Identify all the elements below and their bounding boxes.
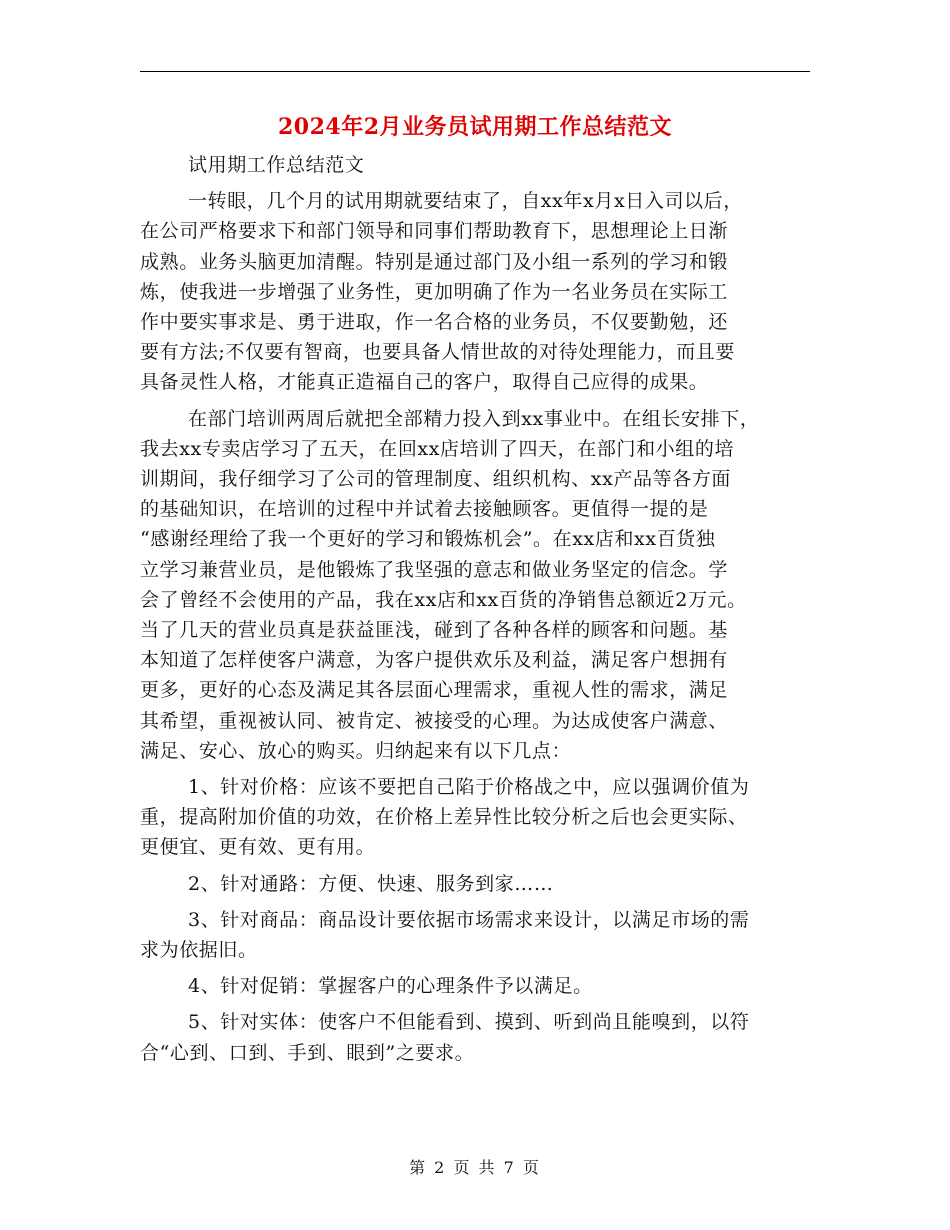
text-line: 立学习兼营业员，是他锻炼了我坚强的意志和做业务坚定的信念。学	[140, 558, 729, 581]
text-line: 1、针对价格：应该不要把自己陷于价格战之中，应以强调价值为	[188, 776, 750, 799]
paragraph-intro	[140, 186, 830, 397]
text-line: 满足、安心、放心的购买。归纳起来有以下几点：	[140, 739, 572, 762]
text-line: 在公司严格要求下和部门领导和同事们帮助教育下，思想理论上日渐	[140, 220, 729, 243]
paragraph-training	[140, 404, 830, 766]
text-line: 会了曾经不会使用的产品，我在xx店和xx百货的净销售总额近2万元。	[140, 588, 747, 611]
text-line: 要有方法;不仅要有智商，也要具备人情世故的对待处理能力，而且要	[140, 341, 736, 364]
text-line: 其希望，重视被认同、被肯定、被接受的心理。为达成使客户满意、	[140, 709, 729, 732]
paragraph-point-promotion	[140, 971, 830, 1001]
text-line: 合“心到、口到、手到、眼到”之要求。	[140, 1041, 475, 1064]
paragraph-point-channel	[140, 869, 830, 899]
text-line: 更便宜、更有效、更有用。	[140, 836, 376, 859]
text-line: 在部门培训两周后就把全部精力投入到xx事业中。在组长安排下，	[188, 407, 760, 430]
text-line: 3、针对商品：商品设计要依据市场需求来设计，以满足市场的需	[188, 908, 750, 931]
header-rule	[140, 71, 810, 72]
paragraph-point-price	[140, 772, 830, 863]
paragraph-point-entity	[140, 1007, 830, 1067]
text-line: 更多，更好的心态及满足其各层面心理需求，重视人性的需求，满足	[140, 679, 729, 702]
text-line: 一转眼，几个月的试用期就要结束了，自xx年x月x日入司以后，	[188, 190, 743, 213]
text-line: 重，提高附加价值的功效，在价格上差异性比较分析之后也会更实际、	[140, 806, 748, 829]
text-line: 4、针对促销：掌握客户的心理条件予以满足。	[188, 975, 593, 998]
text-line: 5、针对实体：使客户不但能看到、摸到、听到尚且能嗅到，以符	[188, 1011, 750, 1034]
text-line: 作中要实事求是、勇于进取，作一名合格的业务员，不仅要勤勉，还	[140, 311, 729, 334]
text-line: 成熟。业务头脑更加清醒。特别是通过部门及小组一系列的学习和锻	[140, 250, 729, 273]
text-line: “感谢经理给了我一个更好的学习和锻炼机会”。在xx店和xx百货独	[140, 528, 716, 551]
text-line: 本知道了怎样使客户满意，为客户提供欢乐及利益，满足客户想拥有	[140, 649, 729, 672]
paragraph-subtitle	[140, 150, 830, 180]
text-line: 训期间，我仔细学习了公司的管理制度、组织机构、xx产品等各方面	[140, 468, 732, 491]
text-line: 的基础知识，在培训的过程中并试着去接触顾客。更值得一提的是	[140, 498, 709, 521]
text-line: 具备灵性人格，才能真正造福自己的客户，取得自己应得的成果。	[140, 371, 709, 394]
paragraph-point-product	[140, 905, 830, 965]
page-number: 第 2 页 共 7 页	[409, 1158, 541, 1177]
text-line: 2、针对通路：方便、快速、服务到家……	[188, 872, 554, 895]
document-title: 2024年2月业务员试用期工作总结范文	[277, 114, 673, 140]
text-line: 求为依据旧。	[140, 939, 258, 962]
document-body	[140, 150, 830, 1074]
text-line: 试用期工作总结范文	[188, 154, 365, 176]
text-line: 当了几天的营业员真是获益匪浅，碰到了各种各样的顾客和问题。基	[140, 619, 729, 642]
text-line: 炼，使我进一步增强了业务性，更加明确了作为一名业务员在实际工	[140, 280, 729, 303]
text-line: 我去xx专卖店学习了五天，在回xx店培训了四天，在部门和小组的培	[140, 437, 735, 460]
